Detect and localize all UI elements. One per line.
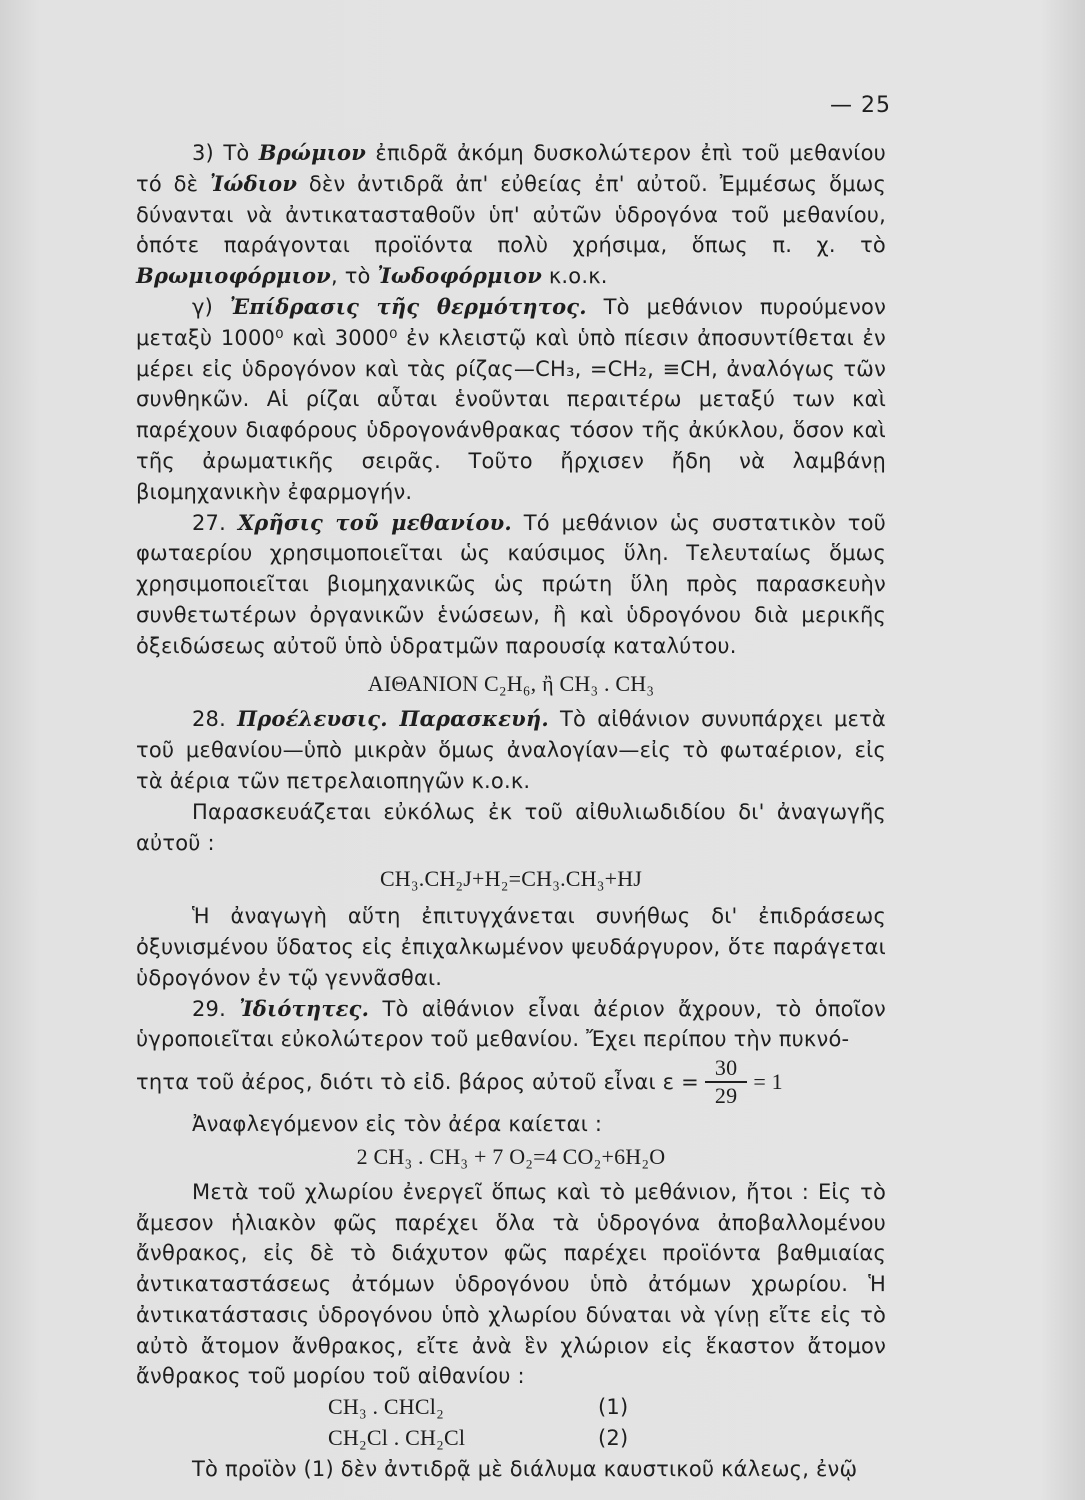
product-label: (2)	[598, 1426, 629, 1451]
paragraph-text: ἐπιδρᾶ ἀκόμη δυσκολώτερον ἐπὶ τοῦ μεθανίου τό δὲ	[136, 141, 886, 196]
item-number: 29.	[192, 996, 240, 1021]
paragraph-text: Τὸ μεθάνιον πυρούμενον μεταξὺ 1000⁰ καὶ 3000⁰ ἐν κλειστῷ καὶ ὑπὸ πίεσιν ἀποσυντίθεται ἐν μέρει εἰς ὑδρογόνον καὶ τὰς ρίζας—CH₃, =CH₂, ≡CH, ἀναλόγως τῶν συνθηκῶν. Αἱ ρίζαι αὗται ἑνοῦνται περαιτέρω μεταξύ των καὶ παρέχουν διαφόρους ὑδρογονάνθρακας τόσον τῆς ἀκύκλου, ὅσον καὶ τῆς ἀρωματικῆς σειρᾶς. Τοῦτο ἤρχισεν ἤδη νὰ λαμβάνῃ βιομηχανικὴν ἐφαρμογήν.	[136, 294, 886, 504]
term-iodine: Ἰώδιον	[209, 170, 298, 196]
paragraph-chlorination: Μετὰ τοῦ χλωρίου ἐνεργεῖ ὅπως καὶ τὸ μεθάνιον, ἤτοι : Εἰς τὸ ἄμεσον ἡλιακὸν φῶς παρέχει ὅλα τὰ ὑδρογόνα ἀποβαλλομένου ἄνθρακος, εἰς δὲ τὸ διάχυτον φῶς παρέχει προϊόντα βαθμιαίας ἀντικαταστάσεως ἀτόμων ὑδρογόνου ὑπὸ ἀτόμων χρωρίου. Ἡ ἀντικατάστασις ὑδρογόνου ὑπὸ χλωρίου δύναται νὰ γίνῃ εἴτε εἰς τὸ αὐτὸ ἄτομον ἄνθρακος, εἴτε ἀνὰ ἓν χλώριον εἰς ἕκαστον ἄτομον ἄνθρακος τοῦ μορίου τοῦ αἰθανίου :	[136, 1179, 886, 1389]
fraction-numerator: 30	[705, 1055, 747, 1083]
term-iodoform: Ἰωδοφόρμιον	[377, 263, 542, 289]
paragraph-product-reaction: Τὸ προϊὸν (1) δὲν ἀντιδρᾷ μὲ διάλυμα καυστικοῦ κάλεως, ἐνῷ	[192, 1456, 858, 1481]
equation-combustion	[136, 1142, 886, 1173]
product-row	[328, 1423, 886, 1454]
density-line	[136, 1055, 886, 1109]
term-bromoform: Βρωμιοφόρμιον	[136, 263, 331, 289]
paragraph-combustion: Ἀναφλεγόμενον εἰς τὸν ἀέρα καίεται :	[192, 1112, 603, 1137]
density-text: τητα τοῦ ἀέρος, διότι τὸ εἰδ. βάρος αὐτοῦ εἶναι ε =	[136, 1069, 699, 1094]
ethane-title-text: ΑΙΘΑΝΙΟΝ C₂H₆, ἢ CH₃ . CH₃	[367, 670, 655, 696]
item-number: 27.	[192, 510, 238, 535]
item-number: γ)	[192, 294, 230, 319]
item-number: 3) Τὸ	[192, 141, 259, 165]
paragraph-text: Τὸ αἰθάνιον εἶναι ἀέριον ἄχρουν, τὸ ὁποῖον ὑγροποιεῖται εὐκολώτερον τοῦ μεθανίου. Ἔχει περίπου τὴν πυκνό-	[136, 996, 886, 1052]
page-body	[136, 138, 886, 1485]
paragraph-properties	[136, 994, 886, 1056]
density-fraction	[705, 1055, 747, 1109]
paragraph-heat-effect	[136, 292, 886, 508]
paragraph-text: δὲν ἀντιδρᾶ ἀπ' εὐθείας ἐπ' αὐτοῦ. Ἐμμέσως ὅμως δύνανται νὰ ἀντικατασταθοῦν ὑπ' αὐτῶν ὑδρογόνα τοῦ μεθανίου, ὁπότε παράγονται προϊόντα πολὺ χρήσιμα, ὅπως π. χ. τὸ	[136, 171, 886, 258]
section-heading: Ἐπίδρασις τῆς θερμότητος.	[229, 293, 587, 319]
product-formula: CH₂Cl . CH₂Cl	[328, 1425, 466, 1451]
paragraph-bromine-iodine	[136, 138, 886, 292]
paragraph-text: , τὸ	[330, 264, 378, 289]
product-row	[328, 1392, 886, 1423]
section-heading: Προέλευσις. Παρασκευή.	[237, 706, 549, 732]
product-label: (1)	[598, 1395, 629, 1420]
paragraph-origin-preparation	[136, 704, 886, 796]
equation-reduction	[136, 864, 886, 895]
page-number: — 25	[830, 93, 891, 118]
paragraph-text: Τό μεθάνιον ὡς συστατικὸν τοῦ φωταερίου χρησιμοποιεῖται ὡς καύσιμος ὕλη. Τελευταίως ὅμως χρησιμοποιεῖται βιομηχανικῶς ὡς πρώτη ὕλη πρὸς παρασκευὴν συνθετωτέρων ὀργανικῶν ἑνώσεων, ἢ καὶ ὑδρογόνου διὰ μερικῆς ὀξειδώσεως αὐτοῦ ὑπὸ ὑδρατμῶν παρουσίᾳ καταλύτου.	[136, 510, 886, 658]
equation-text: CH₃.CH₂J+H₂=CH₃.CH₃+HJ	[379, 866, 643, 892]
paragraph-text: Τὸ αἰθάνιον συνυπάρχει μετὰ τοῦ μεθανίου—ὑπὸ μικρὰν ὅμως ἀναλογίαν—εἰς τὸ φωταέριον, εἰς τὰ ἀέρια τῶν πετρελαιοπηγῶν κ.ο.κ.	[136, 707, 886, 793]
paragraph-reduction-detail: Ἡ ἀναγωγὴ αὕτη ἐπιτυγχάνεται συνήθως δι' ἐπιδράσεως ὀξυνισμένου ὕδατος εἰς ἐπιχαλκωμένον ψευδάργυρον, ὅτε παράγεται ὑδρογόνον ἐν τῷ γεννᾶσθαι.	[136, 904, 886, 990]
term-bromine: Βρώμιον	[258, 140, 367, 165]
section-heading: Χρῆσις τοῦ μεθανίου.	[237, 509, 512, 535]
equation-text: 2 CH₃ . CH₃ + 7 O₂=4 CO₂+6H₂O	[356, 1143, 666, 1169]
product-formula: CH₃ . CHCl₂	[328, 1394, 444, 1420]
paragraph-methane-use	[136, 508, 886, 662]
paragraph-text: κ.ο.κ.	[541, 264, 608, 289]
products-list	[328, 1392, 886, 1454]
ethane-title	[136, 669, 886, 700]
density-result: = 1	[753, 1068, 783, 1094]
fraction-denominator: 29	[714, 1083, 738, 1109]
section-heading: Ἰδιότητες.	[239, 995, 370, 1021]
paragraph-preparation-method: Παρασκευάζεται εὐκόλως ἐκ τοῦ αἰθυλιωδιδίου δι' ἀναγωγῆς αὐτοῦ :	[136, 799, 886, 855]
item-number: 28.	[192, 707, 238, 732]
